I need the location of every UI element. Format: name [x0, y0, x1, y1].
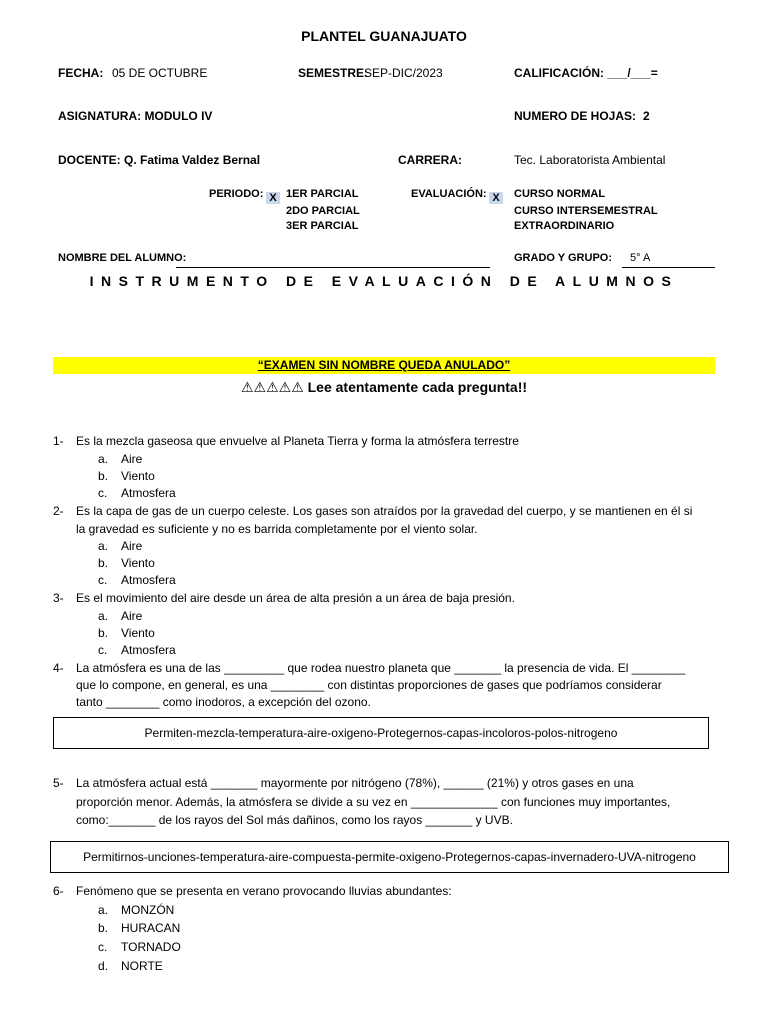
- evaluacion-label: EVALUACIÓN:: [411, 188, 487, 200]
- option-text[interactable]: NORTE: [121, 959, 163, 973]
- option-letter: b.: [98, 469, 109, 483]
- option-letter: b.: [98, 921, 109, 935]
- grado-label: GRADO Y GRUPO:: [514, 252, 612, 264]
- hojas-label: NUMERO DE HOJAS:: [514, 109, 637, 123]
- evaluacion-option: EXTRAORDINARIO: [514, 220, 615, 232]
- carrera-label: CARRERA:: [398, 153, 462, 167]
- option-text[interactable]: Viento: [121, 469, 155, 483]
- option-text[interactable]: Viento: [121, 626, 155, 640]
- carrera-value: Tec. Laboratorista Ambiental: [514, 153, 666, 167]
- semestre-label: SEMESTRE:: [298, 66, 369, 80]
- option-text[interactable]: Aire: [121, 452, 143, 466]
- periodo-checkbox[interactable]: [266, 188, 280, 206]
- periodo-option: 3ER PARCIAL: [286, 220, 359, 232]
- grado-line: [622, 267, 715, 268]
- grado-value: 5° A: [630, 252, 651, 264]
- word-bank-box: Permitirnos-unciones-temperatura-aire-compuesta-permite-oxigeno-Protegernos-capas-invernadero-UVA-nitrogeno: [50, 841, 729, 873]
- option-letter: c.: [98, 573, 108, 587]
- option-letter: c.: [98, 643, 108, 657]
- question-number: 5-: [53, 776, 64, 790]
- question-number: 6-: [53, 884, 64, 898]
- question-text: la gravedad es suficiente y no es barrida completamente por el viento solar.: [76, 522, 478, 536]
- periodo-mark: X: [266, 192, 280, 204]
- option-letter: a.: [98, 609, 109, 623]
- question-text: La atmósfera actual está _______ mayormente por nitrógeno (78%), ______ (21%) y otros gases en una: [76, 776, 634, 790]
- question-text: Es la mezcla gaseosa que envuelve al Planeta Tierra y forma la atmósfera terrestre: [76, 434, 519, 448]
- option-text[interactable]: Aire: [121, 609, 143, 623]
- option-text[interactable]: Viento: [121, 556, 155, 570]
- semestre-value: SEP-DIC/2023: [364, 66, 443, 80]
- fecha-value: 05 DE OCTUBRE: [112, 66, 208, 80]
- calificacion-field: CALIFICACIÓN: ___/___=: [514, 66, 658, 80]
- warning-text: ⚠⚠⚠⚠⚠ Lee atentamente cada pregunta!!: [240, 379, 528, 395]
- asignatura: ASIGNATURA: MODULO IV: [58, 109, 213, 123]
- question-text: Fenómeno que se presenta en verano provocando lluvias abundantes:: [76, 884, 452, 898]
- option-letter: b.: [98, 556, 109, 570]
- question-text: La atmósfera es una de las _________ que rodea nuestro planeta que _______ la presencia de vida. El ________: [76, 661, 686, 675]
- question-text: proporción menor. Además, la atmósfera se divide a su vez en _____________ con funciones muy importantes,: [76, 795, 671, 809]
- question-text: que lo compone, en general, es una ________ con distintas proporciones de gases que podríamos considerar: [76, 678, 662, 692]
- fecha-label: FECHA:: [58, 66, 104, 80]
- option-letter: d.: [98, 959, 109, 973]
- question-text: tanto ________ como inodoros, a excepción del ozono.: [76, 695, 371, 709]
- question-text: como:_______ de los rayos del Sol más dañinos, como los rayos _______ y UVB.: [76, 813, 513, 827]
- evaluacion-option: CURSO NORMAL: [514, 188, 606, 200]
- school-title: PLANTEL GUANAJUATO: [301, 28, 467, 44]
- hojas-value: 2: [643, 109, 650, 123]
- option-text[interactable]: Aire: [121, 539, 143, 553]
- option-letter: a.: [98, 539, 109, 553]
- question-text: Es la capa de gas de un cuerpo celeste. Los gases son atraídos por la gravedad del cuerpo, y se mantienen en él si: [76, 504, 693, 518]
- option-text[interactable]: HURACAN: [121, 921, 181, 935]
- option-text[interactable]: MONZÓN: [121, 903, 175, 917]
- option-letter: a.: [98, 903, 109, 917]
- option-letter: a.: [98, 452, 109, 466]
- question-number: 1-: [53, 434, 64, 448]
- question-number: 2-: [53, 504, 64, 518]
- option-letter: b.: [98, 626, 109, 640]
- nombre-input-line[interactable]: [176, 267, 490, 268]
- option-text[interactable]: Atmosfera: [121, 486, 176, 500]
- nombre-label: NOMBRE DEL ALUMNO:: [58, 252, 187, 264]
- option-letter: c.: [98, 486, 108, 500]
- word-bank-box: Permiten-mezcla-temperatura-aire-oxigeno-Protegernos-capas-incoloros-polos-nitrogeno: [53, 717, 709, 749]
- option-text[interactable]: Atmosfera: [121, 643, 176, 657]
- periodo-option: 1ER PARCIAL: [286, 188, 359, 200]
- periodo-option: 2DO PARCIAL: [286, 205, 360, 217]
- periodo-label: PERIODO:: [209, 188, 264, 200]
- question-text: Es el movimiento del aire desde un área de alta presión a un área de baja presión.: [76, 591, 515, 605]
- evaluacion-mark: X: [489, 192, 503, 204]
- option-letter: c.: [98, 940, 108, 954]
- docente: DOCENTE: Q. Fatima Valdez Bernal: [58, 153, 261, 167]
- instrument-title: INSTRUMENTO DE EVALUACIÓN DE ALUMNOS: [89, 273, 679, 289]
- option-text[interactable]: Atmosfera: [121, 573, 176, 587]
- question-number: 3-: [53, 591, 64, 605]
- question-number: 4-: [53, 661, 64, 675]
- anulado-banner: “EXAMEN SIN NOMBRE QUEDA ANULADO”: [53, 357, 715, 374]
- evaluacion-option: CURSO INTERSEMESTRAL: [514, 205, 658, 217]
- option-text[interactable]: TORNADO: [121, 940, 181, 954]
- evaluacion-checkbox[interactable]: [489, 188, 503, 206]
